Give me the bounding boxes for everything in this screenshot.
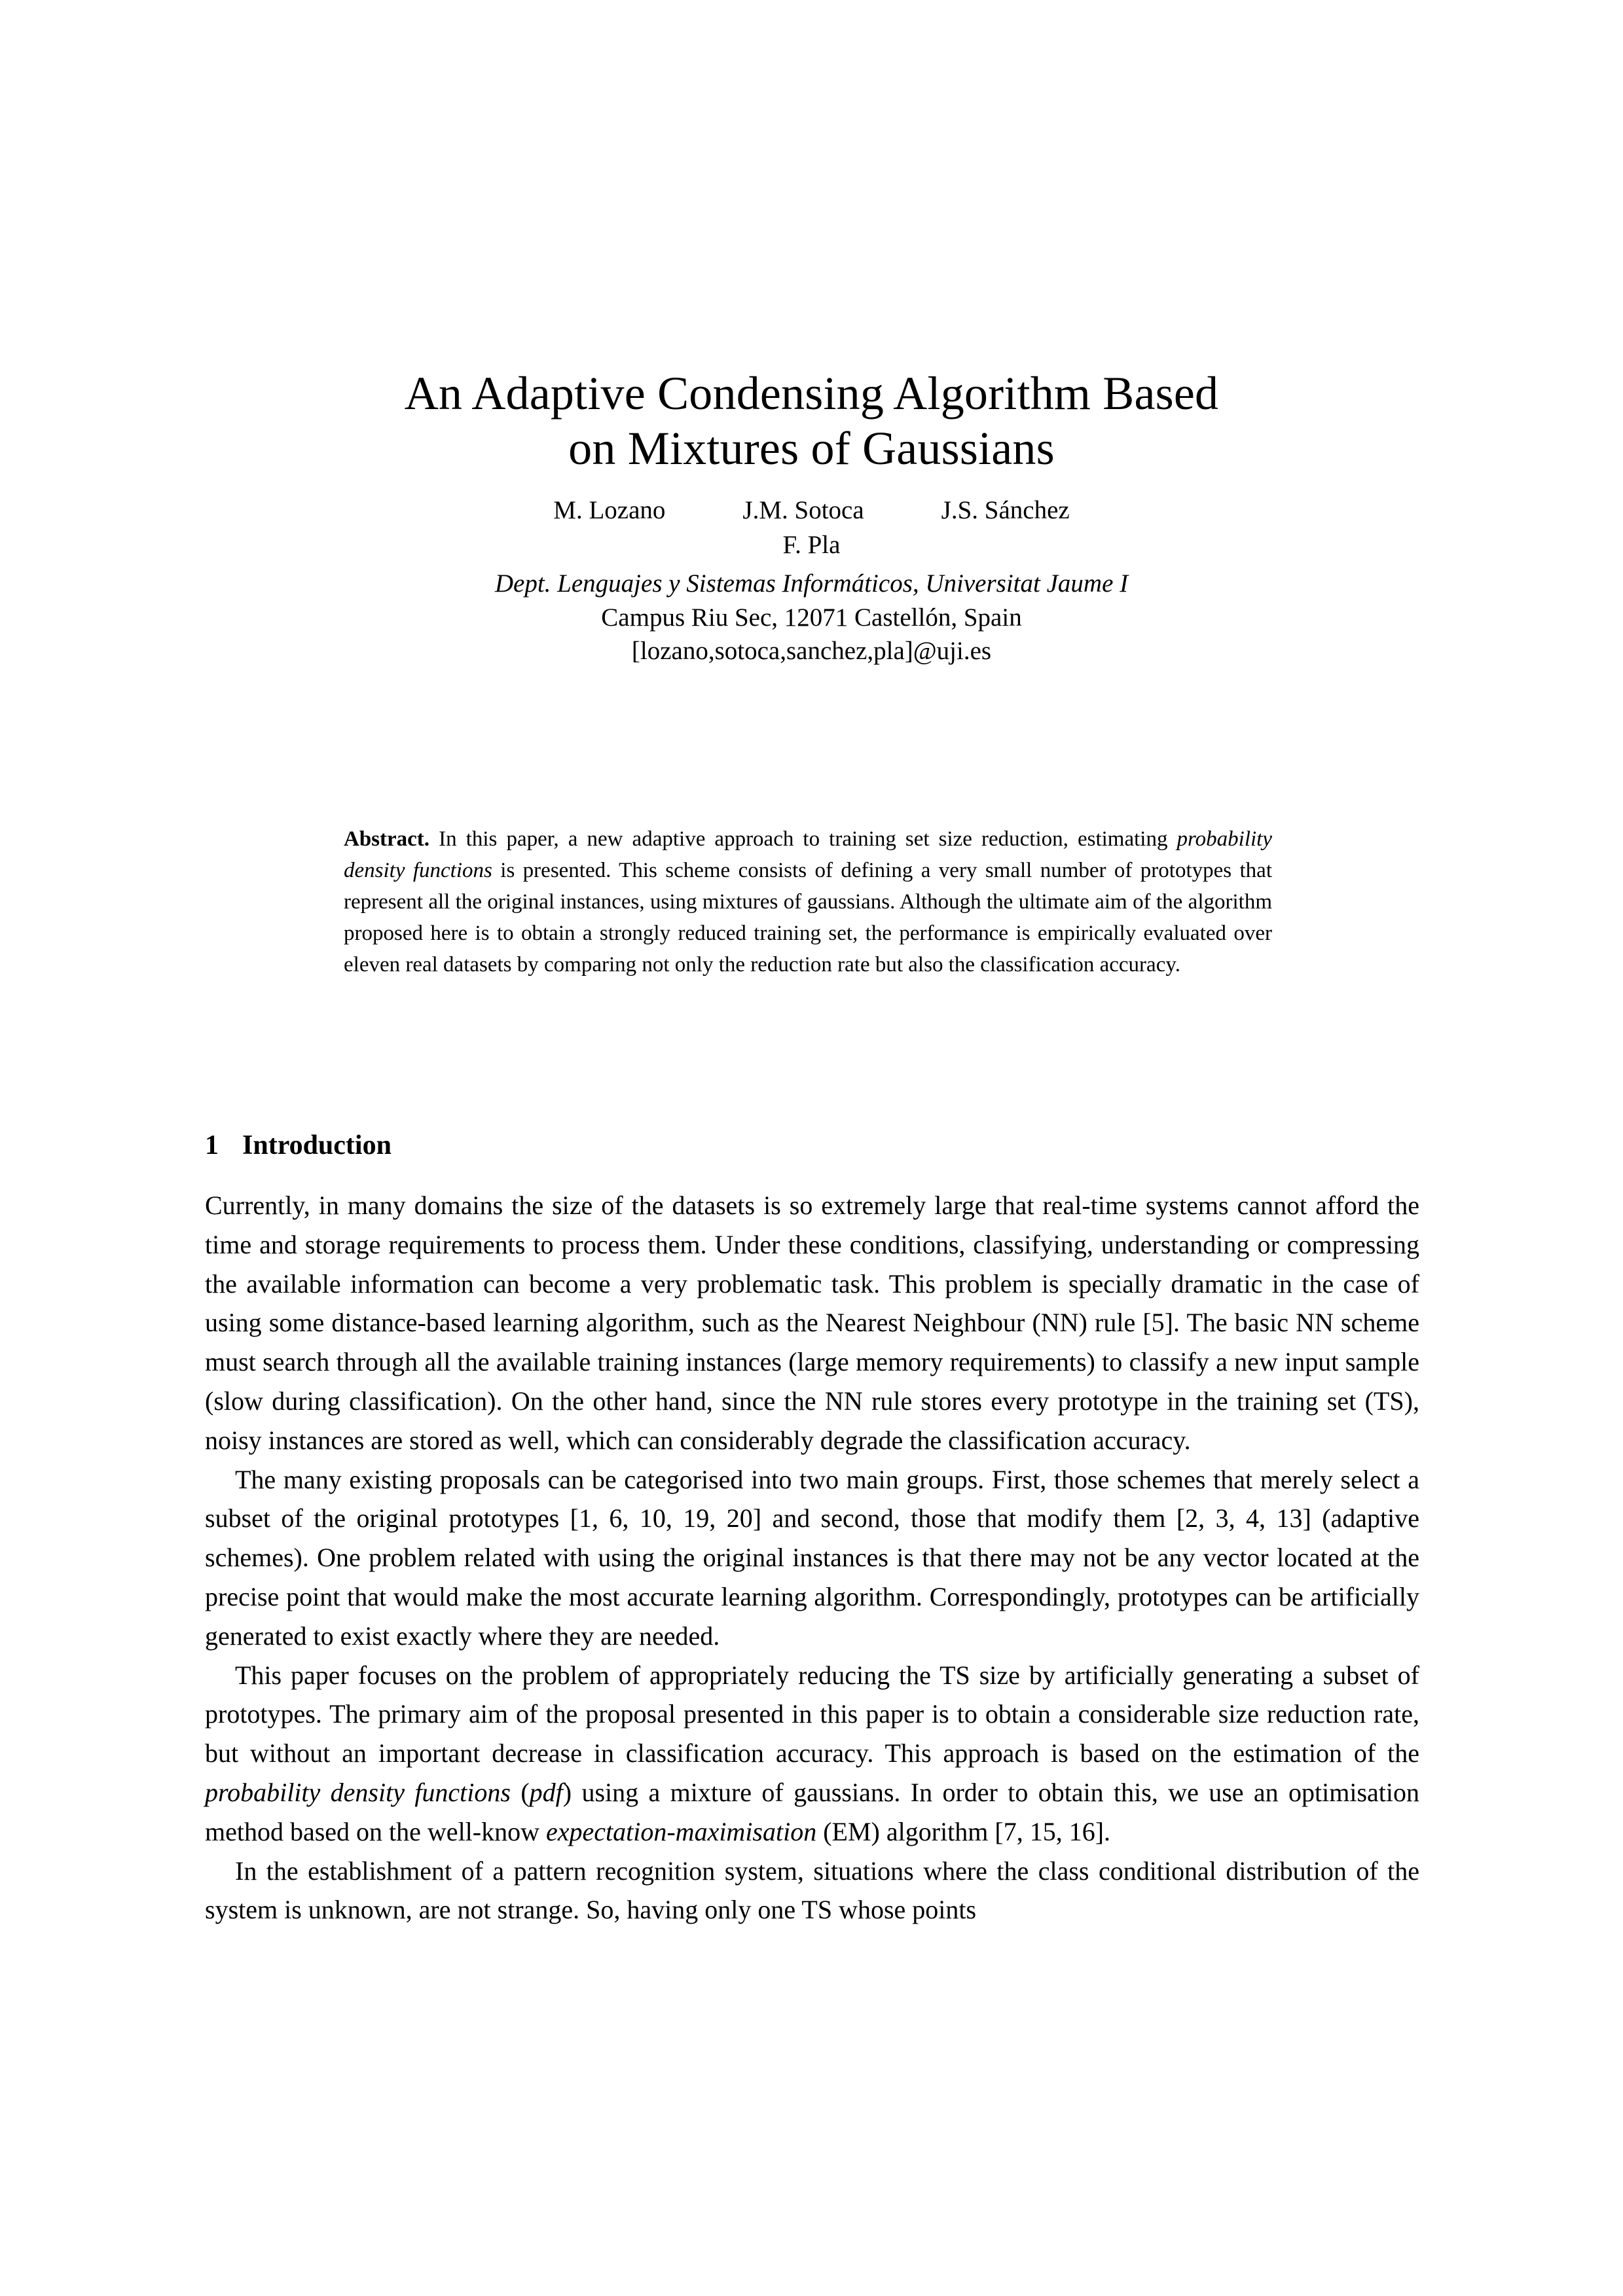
section-title: Introduction xyxy=(242,1130,392,1160)
affiliation-block xyxy=(205,567,1418,668)
page-title xyxy=(205,367,1418,476)
author-name-sanchez: J.S. Sánchez xyxy=(941,496,1070,525)
paragraph-3 xyxy=(205,1656,1419,1852)
body-text-column xyxy=(205,1186,1419,1929)
author-name-sotoca: J.M. Sotoca xyxy=(742,496,864,525)
paragraph-4: In the establishment of a pattern recognition system, situations where the class conditional distribution of the system is unknown, are not strange. So, having only one TS whose points xyxy=(205,1856,1419,1925)
affiliation-email: [lozano,sotoca,sanchez,pla]@uji.es xyxy=(631,637,992,666)
paragraph-2: The many existing proposals can be categorised into two main groups. First, those schemes that merely select a subset of the original prototypes [1, 6, 10, 19, 20] and second, those that modify them [2, 3, 4, 13] (adaptive schemes). One problem related with using the original instances is that there may not be any vector located at the precise point that would make the most accurate learning algorithm. Correspondingly, prototypes can be artificially generated to exist exactly where they are needed. xyxy=(205,1464,1419,1651)
author-name-pla: F. Pla xyxy=(782,530,841,559)
abstract-text-part-1: In this paper, a new adaptive approach to training set size reduction, estimating xyxy=(429,827,1177,851)
authors-row-secondary xyxy=(205,529,1418,562)
paragraph-3-emphasis-em: expectation-maximisation xyxy=(546,1816,817,1846)
abstract-text-part-2: is presented. This scheme consists of defining a very small number of prototypes that represent all the original instances, using mixtures of gaussians. Although the ultimate aim of the algorithm proposed here is to obtain a strongly reduced training set, the performance is empirically evaluated over eleven real datasets by comparing not only the reduction rate but also the classification accuracy. xyxy=(344,859,1273,977)
affiliation-address: Campus Riu Sec, 12071 Castellón, Spain xyxy=(601,603,1022,632)
abstract-emphasis-pdf: probability density functions xyxy=(344,827,1272,882)
authors-row-primary xyxy=(205,494,1418,528)
author-name-lozano: M. Lozano xyxy=(553,496,666,525)
section-heading-introduction xyxy=(205,1129,1418,1162)
paragraph-3-emphasis-pdf-abbrev: pdf xyxy=(529,1777,563,1807)
abstract-label: Abstract. xyxy=(344,827,430,851)
title-block xyxy=(205,367,1418,668)
paragraph-1: Currently, in many domains the size of the datasets is so extremely large that real-time systems cannot afford the time and storage requirements to process them. Under these conditions, classifying, understanding or compressing the available information can become a very problematic task. This problem is specially dramatic in the case of using some distance-based learning algorithm, such as the Nearest Neighbour (NN) rule [5]. The basic NN scheme must search through all the available training instances (large memory requirements) to classify a new input sample (slow during classification). On the other hand, since the NN rule stores every prototype in the training set (TS), noisy instances are stored as well, which can considerably degrade the classification accuracy. xyxy=(205,1191,1419,1455)
paragraph-3-part-d: (EM) algorithm [7, 15, 16]. xyxy=(816,1816,1111,1846)
paragraph-3-emphasis-pdf-full: probability density functions xyxy=(205,1777,511,1807)
abstract-block xyxy=(344,823,1272,980)
paragraph-3-part-a: This paper focuses on the problem of appropriately reducing the TS size by artificially generating a subset of prototypes. The primary aim of the proposal presented in this paper is to obtain a considerable size reduction rate, but without an important decrease in classification accuracy. This approach is based on the estimation of the xyxy=(205,1660,1419,1768)
affiliation-department: Dept. Lenguajes y Sistemas Informáticos, Universitat Jaume I xyxy=(494,569,1129,598)
section-number: 1 xyxy=(205,1130,219,1160)
paragraph-3-part-b: ( xyxy=(510,1777,530,1807)
title-line-2: on Mixtures of Gaussians xyxy=(568,422,1055,475)
paragraph-3-part-c: ) using a mixture of gaussians. In order to obtain this, we use an optimisation method based on the well-know xyxy=(205,1777,1420,1846)
title-line-1: An Adaptive Condensing Algorithm Based xyxy=(404,367,1219,420)
